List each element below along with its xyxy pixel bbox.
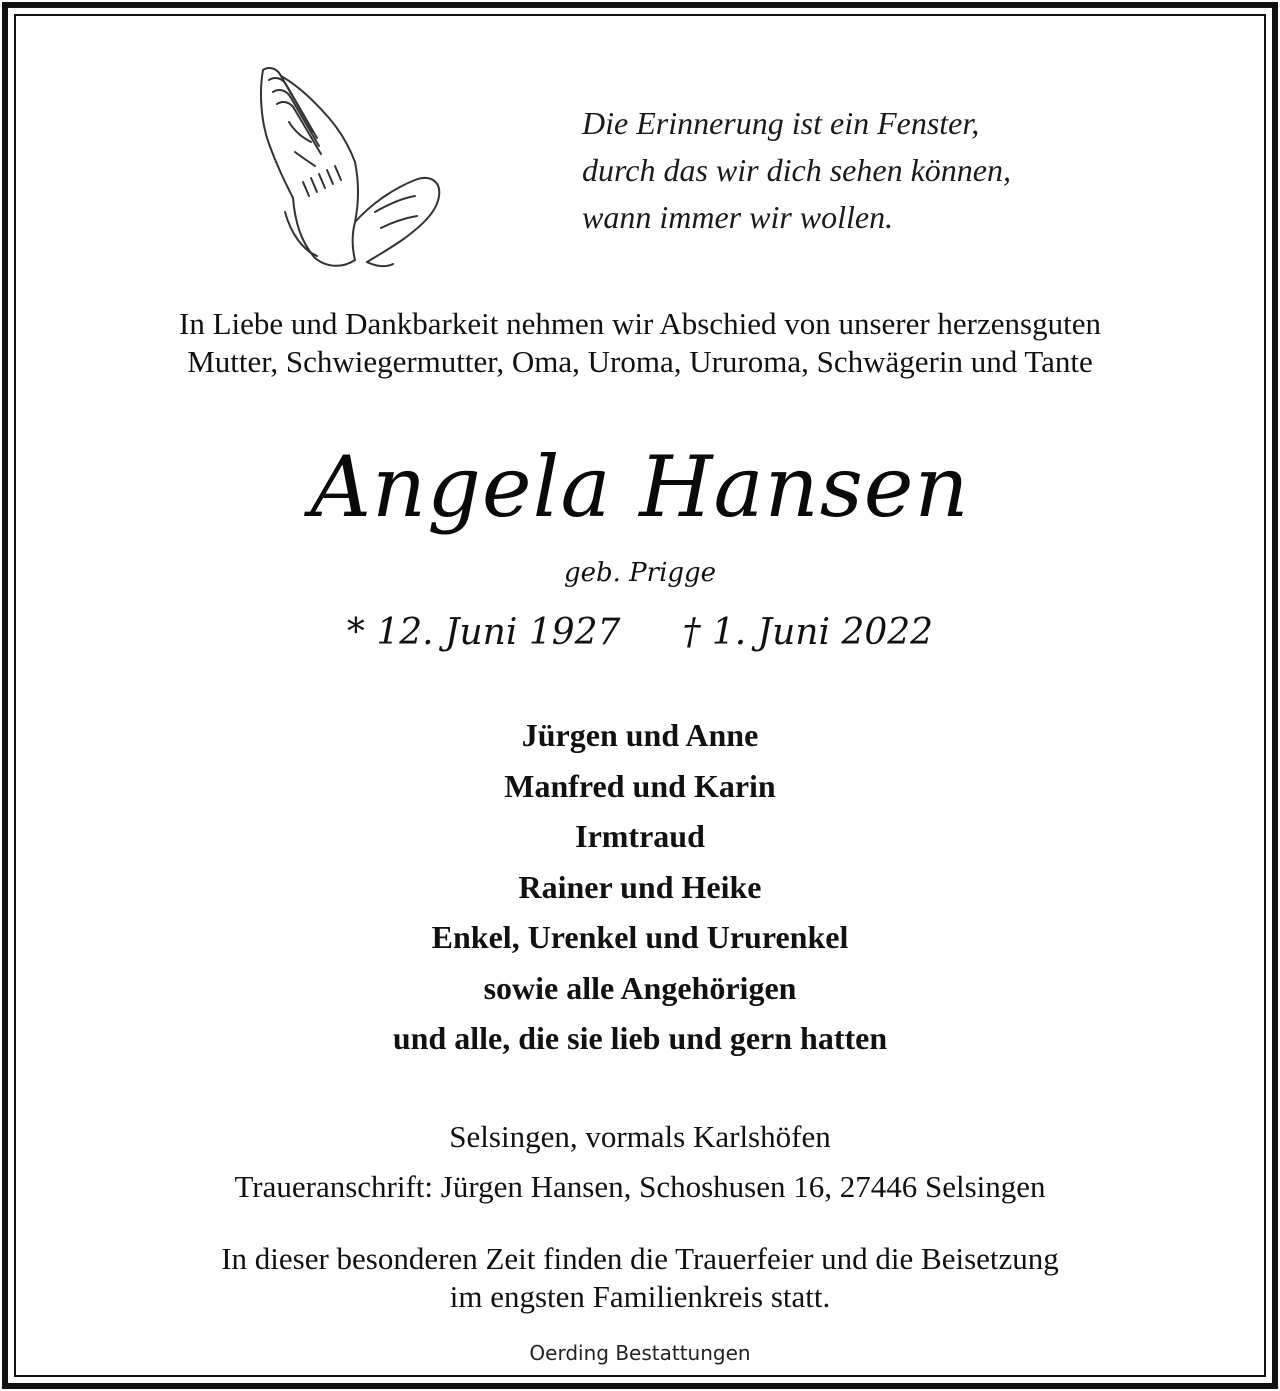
mourning-address: Traueranschrift: Jürgen Hansen, Schoshusen 16, 27446 Selsingen xyxy=(234,1169,1046,1204)
place-line: Selsingen, vormals Karlshöfen xyxy=(449,1119,831,1154)
mourner-entry: Jürgen und Anne xyxy=(521,717,759,753)
notice-line: im engsten Familienkreis statt. xyxy=(449,1279,831,1314)
intro-line: In Liebe und Dankbarkeit nehmen wir Abschied von unserer herzensguten xyxy=(179,306,1101,341)
mourner-entry: Rainer und Heike xyxy=(518,868,762,905)
undertaker-credit: Oerding Bestattungen xyxy=(529,1341,751,1365)
mourner-entry: Manfred und Karin xyxy=(504,767,776,804)
notice-line: In dieser besonderen Zeit finden die Trauerfeier und die Beisetzung xyxy=(221,1241,1059,1276)
memorial-poem xyxy=(582,100,1011,241)
mourners-list xyxy=(40,710,1240,1064)
death-date: † 1. Juni 2022 xyxy=(682,612,934,653)
deceased-name: Angela Hansen xyxy=(310,438,970,536)
mourner-entry: Enkel, Urenkel und Ururenkel xyxy=(431,919,849,955)
mourner-entry: Irmtraud xyxy=(575,818,705,854)
maiden-name: geb. Prigge xyxy=(563,558,717,588)
birth-date: * 12. Juni 1927 xyxy=(346,612,621,653)
funeral-notice xyxy=(40,1240,1240,1316)
praying-hands-icon xyxy=(255,62,445,272)
poem-line: Die Erinnerung ist ein Fenster, xyxy=(582,105,980,141)
intro-line: Mutter, Schwiegermutter, Oma, Uroma, Ururoma, Schwägerin und Tante xyxy=(187,344,1093,379)
mourner-entry: sowie alle Angehörigen xyxy=(483,969,797,1006)
life-dates xyxy=(40,610,1240,656)
poem-line: durch das wir dich sehen können, xyxy=(582,152,1011,188)
poem-line: wann immer wir wollen. xyxy=(582,199,894,235)
mourner-entry: und alle, die sie lieb und gern hatten xyxy=(392,1020,888,1056)
farewell-intro xyxy=(40,305,1240,381)
